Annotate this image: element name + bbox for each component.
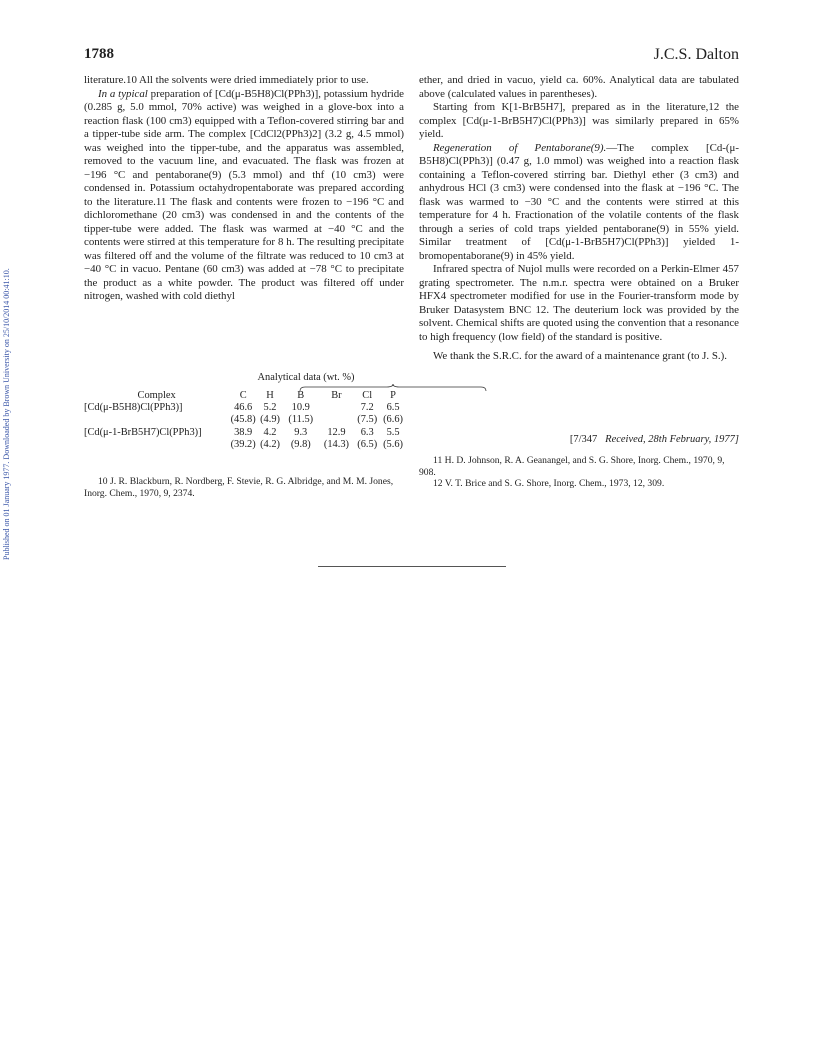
- found-value: 5.2: [263, 402, 277, 414]
- table-row: [84, 402, 406, 414]
- col-header-b: B: [297, 390, 305, 401]
- found-value: 6.5: [386, 402, 400, 414]
- found-value: 9.3: [294, 426, 308, 438]
- calculated-value: (14.3): [323, 438, 349, 450]
- col-header-c: C: [239, 390, 247, 401]
- page-header: [84, 46, 739, 66]
- table-row-calculated: [84, 414, 406, 426]
- section-heading: Regeneration of Pentaborane(9).: [433, 141, 607, 154]
- found-value: 6.3: [360, 426, 374, 438]
- received-date: Received, 28th February, 1977]: [605, 434, 739, 445]
- table-row: [84, 427, 406, 439]
- found-value: 5.5: [386, 426, 400, 438]
- found-value: 12.9: [327, 426, 346, 438]
- left-column: [84, 74, 404, 304]
- col-header-p: P: [390, 390, 396, 401]
- found-value: 38.9: [234, 426, 253, 438]
- calculated-value: (45.8): [230, 414, 256, 426]
- left-paragraph-2: [84, 88, 404, 304]
- download-watermark: Published on 01 January 1977. Downloaded by Brown University on 25/10/2014 00:41:10.: [2, 268, 11, 560]
- calculated-value: (39.2): [230, 438, 256, 450]
- section-body: —The complex [Cd-(μ-B5H8)Cl(PPh3)] (0.47 g, 1.0 mmol) was weighed into a reaction flask containing a Teflon-covered stirring bar. Diethyl ether (3 cm3) and anhydrous HCl (3 cm3) were condensed into the flask at −196 °C. The flask was warmed to −30 °C and the contents were stirred at this temperature for 4 h. Fractionation of the volatile contents of the flask through a series of cold traps yielded pentaborane(9) in 55% yield. Similar treatment of [Cd(μ-1-BrB5H7)Cl(PPh3)] yielded 1-bromopentaborane(9) in 45% yield.: [419, 141, 739, 262]
- table-row-calculated: [84, 439, 406, 451]
- calculated-value: (6.6): [383, 414, 404, 426]
- calculated-value: (11.5): [288, 414, 314, 426]
- right-paragraph-3: [419, 142, 739, 264]
- col-header-br: Br: [331, 390, 342, 401]
- journal-name: J.C.S. Dalton: [653, 46, 739, 63]
- page-number: 1788: [84, 46, 114, 62]
- footnote-12: 12 V. T. Brice and S. G. Shore, Inorg. Chem., 1973, 12, 309.: [433, 478, 665, 489]
- complex-name: [Cd(μ-B5H8)Cl(PPh3)]: [84, 402, 183, 414]
- blank-cell: [84, 439, 229, 451]
- calculated-value: (6.5): [357, 438, 378, 450]
- paragraph-body: preparation of [Cd(μ-B5H8)Cl(PPh3)], potassium hydride (0.285 g, 5.0 mmol, 70% active) was weighed in a glove-box into a reaction flask (100 cm3) equipped with a Teflon-covered stirring bar and a tipper-tube side arm. The complex [CdCl2(PPh3)2] (3.2 g, 4.5 mmol) was weighed into the tipper-tube, and the apparatus was assembled, removed to the vacuum line, and evacuated. The flask was frozen at −196 °C and pentaborane(9) (5.3 mmol) and thf (10 cm3) were condensed in. Potassium octahydropentaborate was prepared according to the literature.11 The flask and contents were frozen to −196 °C and dichloromethane (20 cm3) was condensed in and the contents of the tipper-tube were added. The flask was warmed at −40 °C and the contents were stirred at this temperature for 8 h. The resulting precipitate was filtered off and the volume of the filtrate was reduced to 10 cm3 at −40 °C in vacuo. Pentane (60 cm3) was added at −78 °C to precipitate the product as a white powder. The product was filtered off under nitrogen, washed with cold diethyl: [84, 87, 404, 302]
- calculated-value: (7.5): [357, 414, 378, 426]
- col-header-h: H: [266, 390, 274, 401]
- right-paragraph-2: Starting from K[1-BrB5H7], prepared as in the literature,12 the complex [Cd(μ-1-BrB5H7)Cl(PPh3)] was similarly prepared in 65% yield.: [419, 101, 739, 140]
- calculated-value: (5.6): [383, 438, 404, 450]
- left-paragraph-1: literature.10 All the solvents were dried immediately prior to use.: [84, 74, 369, 86]
- col-header-cl: Cl: [362, 390, 373, 401]
- reference-code: [7/347: [569, 434, 598, 445]
- data-table: [84, 390, 406, 451]
- right-paragraph-1: ether, and dried in vacuo, yield ca. 60%. Analytical data are tabulated above (calculated values in parentheses).: [419, 74, 739, 100]
- complex-name: [Cd(μ-1-BrB5H7)Cl(PPh3)]: [84, 426, 202, 438]
- table-caption: Analytical data (wt. %): [257, 372, 355, 383]
- found-value: 4.2: [263, 426, 277, 438]
- right-footnotes: [419, 455, 739, 490]
- right-column: [419, 74, 739, 364]
- found-value: [319, 402, 355, 414]
- right-paragraph-4: Infrared spectra of Nujol mulls were recorded on a Perkin-Elmer 457 grating spectrometer. The n.m.r. spectra were obtained on a Bruker HFX4 spectrometer modified for use in the Fourier-transform mode by Bruker Datasystem BNC 12. The deuterium lock was provided by the solvent. Chemical shifts are quoted using the convention that a resonance to high frequency (low field) of the standard is positive.: [419, 263, 739, 343]
- blank-cell: [84, 414, 229, 426]
- found-value: 46.6: [234, 402, 253, 414]
- col-header-complex: Complex: [137, 390, 176, 401]
- left-footnotes: [84, 476, 404, 499]
- found-value: 7.2: [360, 402, 374, 414]
- footnote-10: 10 J. R. Blackburn, R. Nordberg, F. Stevie, R. G. Albridge, and M. M. Jones, Inorg. Chem., 1970, 9, 2374.: [84, 476, 394, 499]
- found-value: 10.9: [291, 402, 310, 414]
- footnote-11: 11 H. D. Johnson, R. A. Geanangel, and S. G. Shore, Inorg. Chem., 1970, 9, 908.: [419, 455, 725, 478]
- reference-line: [419, 434, 739, 445]
- calculated-value: (4.2): [260, 438, 280, 450]
- end-rule: [318, 566, 506, 567]
- acknowledgement: We thank the S.R.C. for the award of a maintenance grant (to J. S.).: [433, 350, 727, 362]
- calculated-value: [319, 414, 355, 426]
- paragraph-intro: In a typical: [98, 87, 148, 100]
- calculated-value: (9.8): [290, 438, 311, 450]
- calculated-value: (4.9): [260, 414, 280, 426]
